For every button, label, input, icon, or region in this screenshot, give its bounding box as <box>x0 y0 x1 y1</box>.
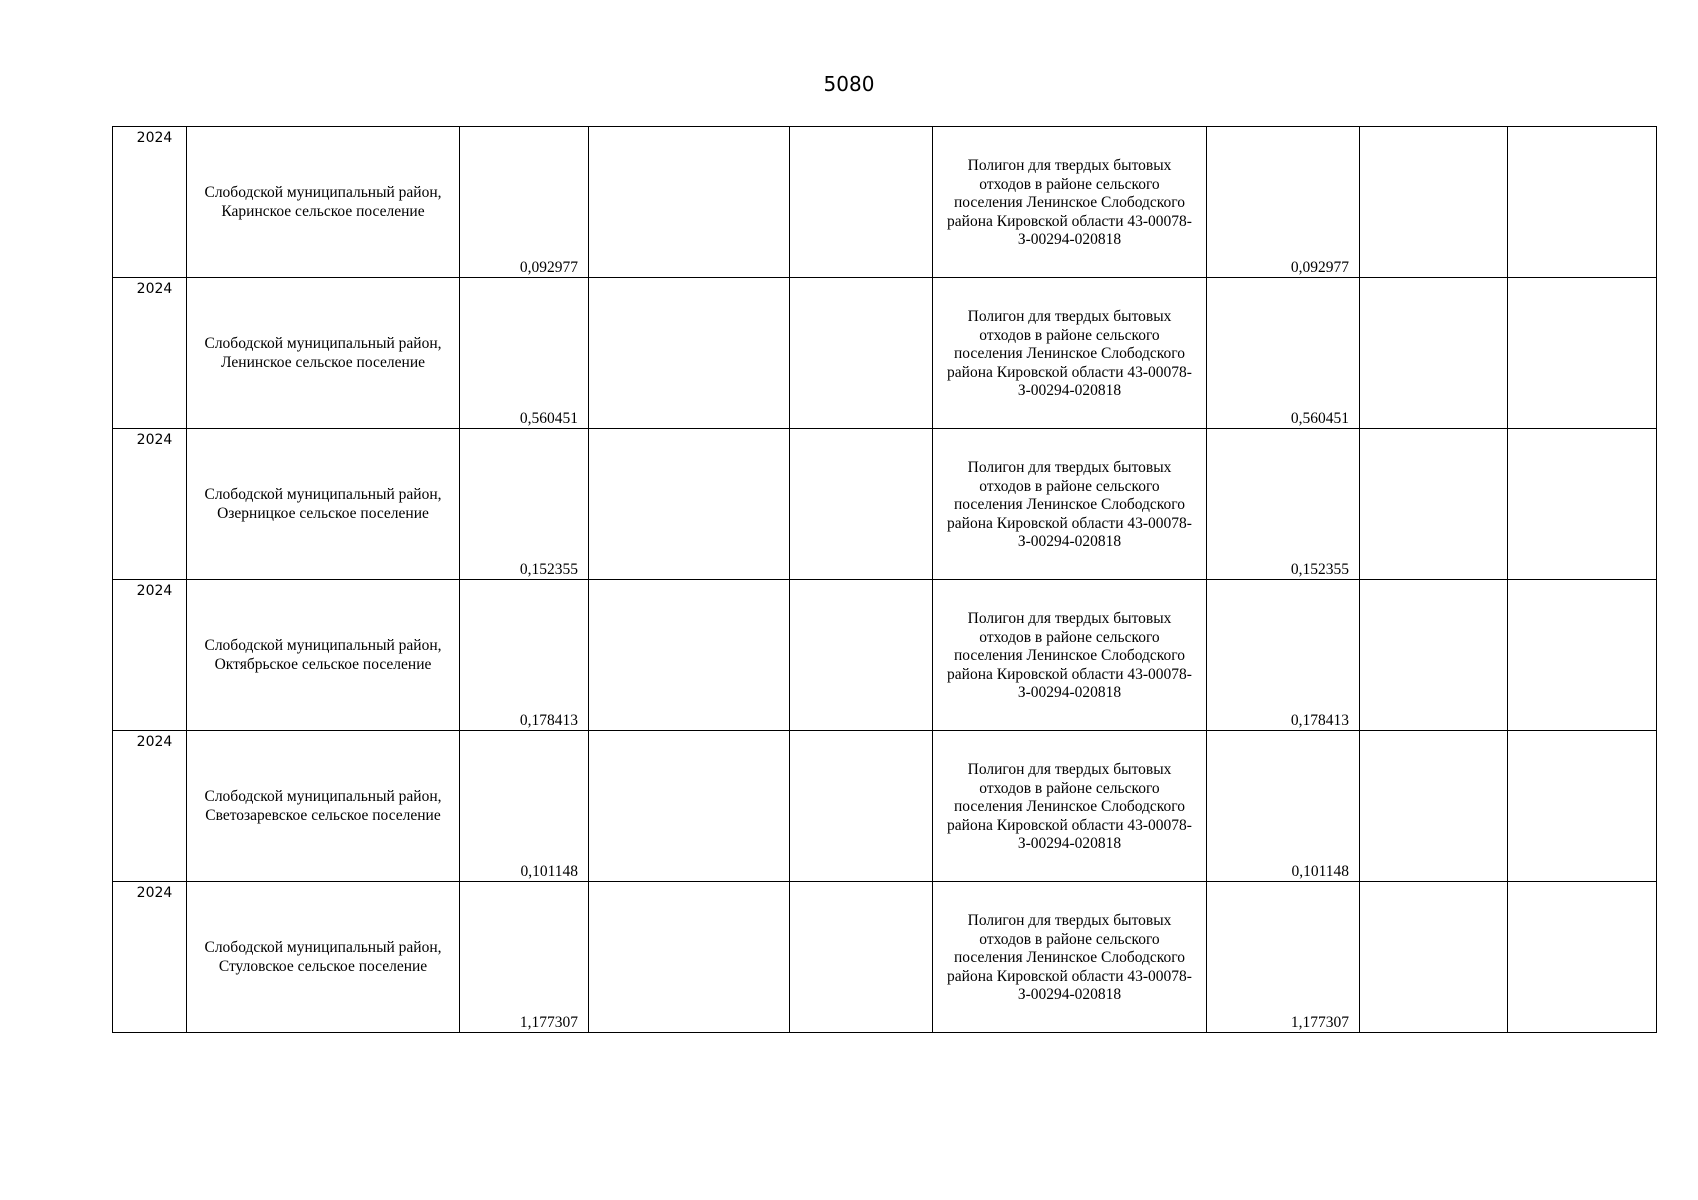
empty-cell <box>589 731 790 882</box>
table-body <box>113 127 1657 1033</box>
year-cell <box>113 429 187 580</box>
amount-received-cell <box>1207 127 1360 278</box>
amount-cell <box>460 278 589 429</box>
empty-cell <box>1360 731 1508 882</box>
amount-received-cell <box>1207 429 1360 580</box>
table-row <box>113 731 1657 882</box>
empty-cell <box>790 429 933 580</box>
landfill-value: Полигон для твердых бытовых отходов в районе сельского поселения Ленинское Слободского района Кировской области 43-00078-З-00294-020818 <box>947 761 1192 853</box>
empty-cell <box>1360 580 1508 731</box>
amount-received-cell <box>1207 882 1360 1033</box>
amount-received-cell <box>1207 278 1360 429</box>
empty-cell <box>589 580 790 731</box>
empty-cell <box>790 580 933 731</box>
landfill-cell <box>933 580 1207 731</box>
amount-received-value: 0,092977 <box>1290 259 1349 276</box>
empty-cell <box>1508 127 1657 278</box>
district-value: Слободской муниципальный район, Светозаревское сельское поселение <box>204 788 442 824</box>
amount-received-value: 0,101148 <box>1291 863 1349 880</box>
table-row <box>113 127 1657 278</box>
landfill-value: Полигон для твердых бытовых отходов в районе сельского поселения Ленинское Слободского района Кировской области 43-00078-З-00294-020818 <box>947 459 1192 551</box>
amount-cell <box>460 429 589 580</box>
landfill-cell <box>933 429 1207 580</box>
year-value: 2024 <box>136 281 173 297</box>
district-cell <box>187 278 460 429</box>
amount-cell <box>460 731 589 882</box>
empty-cell <box>589 429 790 580</box>
amount-value: 0,560451 <box>519 410 578 427</box>
year-value: 2024 <box>136 130 173 146</box>
empty-cell <box>1360 127 1508 278</box>
landfill-cell <box>933 731 1207 882</box>
year-value: 2024 <box>136 432 173 448</box>
table-row <box>113 278 1657 429</box>
empty-cell <box>1508 882 1657 1033</box>
year-cell <box>113 882 187 1033</box>
amount-value: 0,152355 <box>519 561 578 578</box>
amount-received-cell <box>1207 580 1360 731</box>
table-row <box>113 882 1657 1033</box>
amount-cell <box>460 580 589 731</box>
district-value: Слободской муниципальный район, Октябрьское сельское поселение <box>204 637 442 673</box>
district-value: Слободской муниципальный район, Озерницкое сельское поселение <box>204 486 442 522</box>
table-row <box>113 580 1657 731</box>
empty-cell <box>1508 429 1657 580</box>
landfill-value: Полигон для твердых бытовых отходов в районе сельского поселения Ленинское Слободского района Кировской области 43-00078-З-00294-020818 <box>947 157 1192 249</box>
empty-cell <box>790 127 933 278</box>
waste-flow-table <box>112 126 1657 1033</box>
amount-received-value: 0,178413 <box>1290 712 1349 729</box>
table-row <box>113 429 1657 580</box>
amount-value: 0,178413 <box>519 712 578 729</box>
amount-value: 1,177307 <box>519 1014 578 1031</box>
amount-received-value: 0,152355 <box>1290 561 1349 578</box>
district-cell <box>187 882 460 1033</box>
empty-cell <box>589 278 790 429</box>
empty-cell <box>1508 731 1657 882</box>
amount-cell <box>460 882 589 1033</box>
landfill-value: Полигон для твердых бытовых отходов в районе сельского поселения Ленинское Слободского района Кировской области 43-00078-З-00294-020818 <box>947 912 1192 1004</box>
year-cell <box>113 278 187 429</box>
amount-received-value: 1,177307 <box>1290 1014 1349 1031</box>
landfill-cell <box>933 882 1207 1033</box>
empty-cell <box>589 882 790 1033</box>
empty-cell <box>790 731 933 882</box>
amount-received-value: 0,560451 <box>1290 410 1349 427</box>
empty-cell <box>1508 278 1657 429</box>
empty-cell <box>790 278 933 429</box>
empty-cell <box>1360 882 1508 1033</box>
district-value: Слободской муниципальный район, Каринское сельское поселение <box>204 184 442 220</box>
district-cell <box>187 429 460 580</box>
amount-value: 0,101148 <box>520 863 578 880</box>
landfill-cell <box>933 278 1207 429</box>
year-value: 2024 <box>136 885 173 901</box>
empty-cell <box>1360 429 1508 580</box>
year-cell <box>113 580 187 731</box>
landfill-cell <box>933 127 1207 278</box>
page-number: 5080 <box>823 72 875 96</box>
landfill-value: Полигон для твердых бытовых отходов в районе сельского поселения Ленинское Слободского района Кировской области 43-00078-З-00294-020818 <box>947 610 1192 702</box>
empty-cell <box>1508 580 1657 731</box>
empty-cell <box>790 882 933 1033</box>
year-value: 2024 <box>136 583 173 599</box>
empty-cell <box>589 127 790 278</box>
empty-cell <box>1360 278 1508 429</box>
year-value: 2024 <box>136 734 173 750</box>
district-cell <box>187 127 460 278</box>
district-value: Слободской муниципальный район, Стуловское сельское поселение <box>204 939 442 975</box>
amount-value: 0,092977 <box>519 259 578 276</box>
district-cell <box>187 580 460 731</box>
landfill-value: Полигон для твердых бытовых отходов в районе сельского поселения Ленинское Слободского района Кировской области 43-00078-З-00294-020818 <box>947 308 1192 400</box>
amount-cell <box>460 127 589 278</box>
amount-received-cell <box>1207 731 1360 882</box>
district-value: Слободской муниципальный район, Ленинское сельское поселение <box>204 335 442 371</box>
year-cell <box>113 731 187 882</box>
district-cell <box>187 731 460 882</box>
year-cell <box>113 127 187 278</box>
